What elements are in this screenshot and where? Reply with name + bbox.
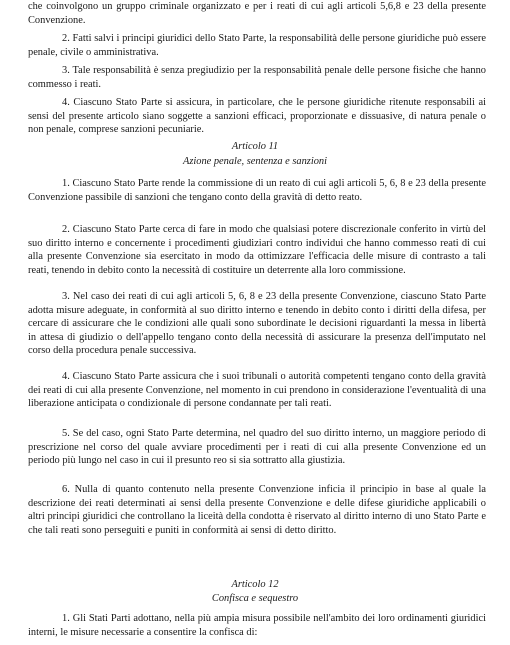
article-11-paragraph-6: 6. Nulla di quanto contenuto nella presente Convenzione inficia il principio in base al quale la descrizione dei reati determinati ai sensi della presente Convenzione e delle difese giuridiche applicabili o altri principi giuridici che controllano la liceità della condotta è riservato al diritto interno di uno Stato Parte e che tali reati sono perseguiti e puniti in conformità ai sensi di detto diritto. (28, 484, 486, 536)
paragraph-3: 3. Tale responsabilità è senza pregiudizio per la responsabilità penale delle persone fisiche che hanno commesso i reati. (28, 65, 486, 90)
paragraph-4: 4. Ciascuno Stato Parte si assicura, in particolare, che le persone giuridiche ritenute responsabili ai sensi del presente articolo siano soggette a sanzioni efficaci, proporzionate e dissuasive, di natura penale o non penale, comprese sanzioni pecuniarie. (28, 97, 486, 136)
paragraph-2: 2. Fatti salvi i principi giuridici dello Stato Parte, la responsabilità delle persone giuridiche può essere penale, civile o amministrativa. (28, 33, 486, 58)
article-11-paragraph-2: 2. Ciascuno Stato Parte cerca di fare in modo che qualsiasi potere discrezionale conferito in virtù del suo diritto interno e concernente i procedimenti giudiziari contro individui che hanno commesso reati di cui alla presente Convenzione sia esercitato in modo da ottimizzare l'efficacia delle misure di contrasto a tali reati, tenendo in debito conto la necessità di costituire un deterrente alla loro commissione. (28, 224, 486, 276)
article-12-heading: Articolo 12 (231, 579, 279, 590)
article-12-subheading: Confisca e sequestro (211, 593, 299, 604)
article-11-paragraph-3: 3. Nel caso dei reati di cui agli articoli 5, 6, 8 e 23 della presente Convenzione, ciascuno Stato Parte adotta misure adeguate, in conformità al suo diritto interno e tenendo in debito conto i diritti della difesa, per cercare di assicurare che le condizioni alle quali sono subordinate le decisioni riguardanti la messa in libertà in attesa di giudizio o dell'appello tengano conto della necessità di assicurare la presenza dell'imputato nel corso della procedura penale successiva. (28, 291, 486, 357)
article-11-paragraph-1: 1. Ciascuno Stato Parte rende la commissione di un reato di cui agli articoli 5, 6, 8 e 23 della presente Convenzione passibile di sanzioni che tengano conto della gravità di detto reato. (28, 178, 486, 203)
article-12-paragraph-1: 1. Gli Stati Parti adottano, nella più ampia misura possibile nell'ambito dei loro ordinamenti giuridici interni, le misure necessarie a consentire la confisca di: (28, 613, 486, 638)
paragraph-continuation: che coinvolgono un gruppo criminale organizzato e per i reati di cui agli articoli 5,6,8 e 23 della presente Convenzione. (28, 1, 486, 26)
article-11-paragraph-4: 4. Ciascuno Stato Parte assicura che i suoi tribunali o autorità competenti tengano conto della gravità dei reati di cui alla presente Convenzione, nel momento in cui prendono in considerazione l'eventualità di una liberazione anticipata o condizionale di persone condannate per tali reati. (28, 371, 486, 410)
article-11-heading: Articolo 11 (231, 141, 279, 152)
article-11-paragraph-5: 5. Se del caso, ogni Stato Parte determina, nel quadro del suo diritto interno, un maggiore periodo di prescrizione nel corso del quale avviare procedimenti per i reati di cui alla presente Convenzione ed un periodo più lungo nel caso in cui il presunto reo si sia sottratto alla giustizia. (28, 428, 486, 467)
article-11-subheading: Azione penale, sentenza e sanzioni (182, 156, 327, 167)
